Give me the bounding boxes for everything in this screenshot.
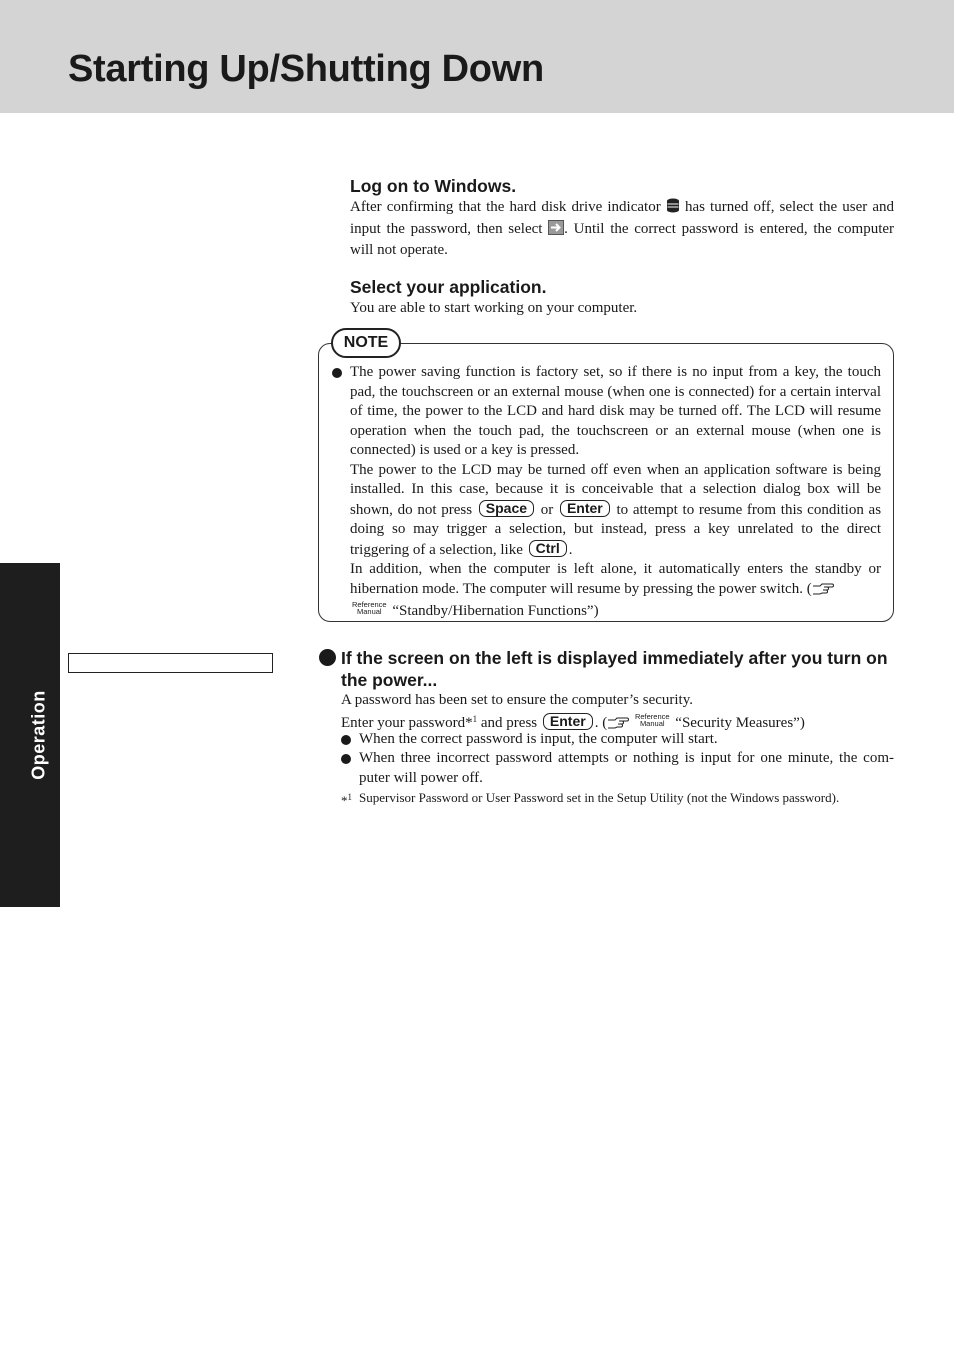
note-paragraph-3 (350, 560, 881, 622)
password-line2-c: . ( (594, 715, 608, 731)
note-bullet (332, 368, 342, 378)
password-line2-a: Enter your password* (341, 715, 473, 731)
note-para2-text-b: to attempt to resume from this condition as doing so may trigger a selection, but instead, press a key unrelated to the direct triggering of a selection, like (350, 501, 882, 558)
enter-key-icon: Enter (560, 500, 610, 517)
ref-manual-line1: Reference (352, 600, 387, 609)
password-line2-b: and press (477, 715, 538, 731)
note-para2-end: . (568, 541, 573, 558)
note-paragraph-1: The power saving function is factory set, so if there is no input from a key, the touch pad, the touchscreen or an external mouse (when one is connected) for a certain interval of time, the power to the LCD and hard disk may be turned off. The LCD will resume operation when the touch pad, the touchscreen or an external mouse (when one is connected) is used or a key is pressed. (350, 364, 881, 458)
enter-key-icon: Enter (543, 713, 593, 730)
password-screen-illustration (68, 653, 273, 673)
password-line-1: A password has been set to ensure the computer’s security. (341, 692, 693, 708)
password-section-heading: If the screen on the left is displayed immediately after you turn on the power... (341, 648, 888, 690)
space-key-icon: Space (479, 500, 534, 517)
reference-manual-icon (352, 601, 387, 615)
password-bullet-1-dot (341, 735, 351, 745)
ctrl-key-icon: Ctrl (529, 540, 567, 557)
step-text-log-on (350, 198, 894, 261)
ref-manual-line1: Reference (634, 712, 670, 721)
note-content (350, 363, 881, 622)
note-paragraph-2 (350, 461, 881, 561)
pointing-hand-icon (812, 582, 834, 602)
log-on-text-part3: . Until the correct password is entered, the computer will not operate. (350, 220, 895, 258)
note-para3-text-b: “Standby/Hibernation Functions”) (392, 603, 599, 619)
password-bullet-2-dot (341, 754, 351, 764)
section-bullet (319, 649, 336, 666)
footnote-mark (341, 789, 352, 809)
step-heading-log-on: Log on to Windows. (350, 176, 517, 196)
log-on-text-part1: After confirming that the hard disk drive indicator (350, 199, 661, 215)
step-text-select-app: You are able to start working on your computer. (350, 300, 638, 316)
password-bullet-2: When three incorrect password attempts or nothing is input for one minute, the com-puter will power off. (359, 750, 894, 786)
note-para3-text-a: In addition, when the computer is left alone, it automatically enters the standby or hibernation mode. The computer will resume by pressing the power switch. ( (350, 561, 881, 597)
footnote-text: Supervisor Password or User Password set in the Setup Utility (not the Windows password). (359, 790, 840, 805)
side-tab-label: Operation (28, 690, 49, 780)
page-title: Starting Up/Shutting Down (68, 48, 544, 90)
ref-manual-line2: Manual (357, 607, 382, 616)
note-para2-or: or (540, 501, 554, 518)
hard-disk-indicator-icon (666, 198, 680, 220)
note-para2-text-a: The power to the LCD may be turned off even when an application software is being installed. In this case, because it is conceivable that a selection dialog box will be shown, do not press (350, 461, 881, 518)
note-badge: NOTE (331, 328, 401, 358)
reference-manual-icon (635, 713, 670, 727)
password-line2-sup: 1 (472, 714, 478, 724)
password-bullet-1: When the correct password is input, the computer will start. (359, 731, 718, 747)
ref-manual-line2: Manual (639, 719, 665, 728)
step-heading-select-app: Select your application. (350, 277, 547, 297)
footnote-sup: 1 (347, 792, 352, 802)
password-line2-d: “Security Measures”) (675, 715, 805, 731)
footnote-asterisk: * (341, 793, 348, 808)
arrow-right-button-icon (548, 220, 564, 242)
log-on-text-part2: has turned off, select the user and input the password, then select (350, 199, 895, 237)
